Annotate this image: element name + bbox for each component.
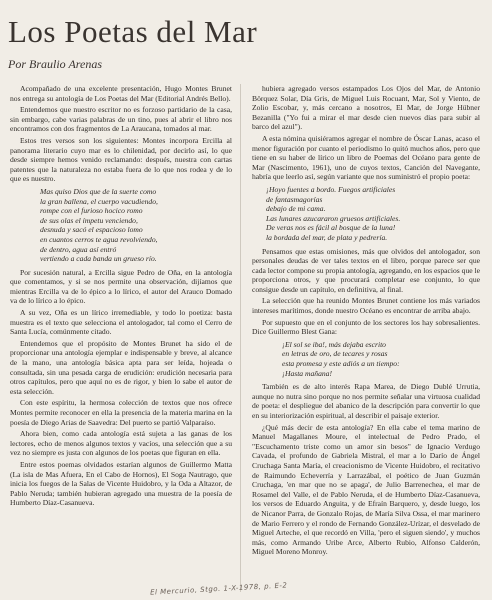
verse-line: la gran ballena, el cuerpo vacudiendo,: [40, 196, 158, 206]
verse-line: esta promesa y este adiós a un tiempo:: [282, 359, 400, 369]
verse-line: ¡Hasta mañana!: [282, 368, 332, 378]
verse-line: de dentro, agua así entró: [40, 244, 117, 254]
verse-line: vertiendo a cada banda un grueso río.: [40, 254, 157, 264]
handwritten-source-note: El Mercurio, Stgo. 1-X-1978, p. E-2: [149, 581, 288, 597]
paragraph: Entendemos que nuestro escritor no es forzoso partidario de la casa, sin embargo, cabe varias palabras de un tino, pues al abrir el libro nos encontramos con dos fragmentos de La Araucana, tomados al mar.: [10, 105, 232, 134]
paragraph: A su vez, Oña es un lírico irremediable, y todo lo poetiza: basta muestra es el texto que selecciona el antologador, tal como el Cerro de Santa Lucía, comúnmente citado.: [10, 308, 232, 337]
verse-line: de sus olas el ímpetu venciendo,: [40, 215, 138, 225]
paragraph: Acompañado de una excelente presentación, Hugo Montes Brunet nos entrega su antología de Los Poetas del Mar (Editorial Andrés Bello).: [10, 84, 232, 103]
verse-line: ¡Hoyo fuentes a bordo. Fuegos artificiales: [266, 184, 396, 194]
paragraph: Entre estos poemas olvidados estarían algunos de Guillermo Matta (La isla de Mas Afuera, En el Cabo de Hornos), El Soga Nautrago, que inicia los fuegos de la Salas de Vicente Huidobro, y la Oda a Altazor, de Pablo Neruda; también hubieran agregado una muestra de la poesía de Humberto Díaz-Casanueva.: [10, 459, 232, 508]
paragraph: Con este espíritu, la hermosa colección de textos que nos ofrece Montes permite reconocer en ella la presencia de la materia marina en la poesía de Diego Arias de Saavedra: Del puerto se partió Valparaíso.: [10, 398, 232, 427]
verse-line: en letras de oro, de tecares y rosas: [282, 349, 388, 359]
paragraph: A esta nómina quisiéramos agregar el nombre de Óscar Lanas, acaso el menor figuración por cuanto el periodismo lo quitó muchos años, pero que tiene en su haber de lírico un libro de Poemas del Océano para gente de Mar (Nascimento, 1961), uno de cuyos textos, Canción del Navegante, habría que leerlo así, según variante que nos suministró el propio poeta:: [252, 133, 480, 182]
paragraph: También es de alto interés Rapa Marea, de Diego Dublé Urrutia, aunque no nutra sino porque no nos permite señalar una virtuosa cualidad de poeta: el despliegue del abanico de la descripción para convertir lo que en su interiorización espiritual, al describir el paisaje exterior.: [252, 382, 480, 420]
verse-line: la bordada del mar, de plata y pedrería.: [266, 232, 388, 242]
verse-quote: [266, 185, 480, 243]
verse-line: debajo de mi cama.: [266, 204, 326, 214]
paragraph: hubiera agregado versos estampados Los Ojos del Mar, de Antonio Börquez Solar, Día Gris, de Miguel Luis Rocuant, Mar, Sol y Viento, de Zolio Escobar, y, más cercano a nosotros, El Mar, de Jorge Hübner Bezanilla ("Yo fui a mirar el mar desde cien nuevos dias para subir al barco del azul").: [252, 84, 480, 132]
verse-line: Las lunares azucararon gruesos artificiales.: [266, 213, 401, 223]
article-byline: Por Braulio Arenas: [8, 57, 103, 71]
paragraph: Ahora bien, como cada antología está sujeta a las ganas de los lectores, echo de menos algunos textos y vacíos, una selección que a su vez no siempre es justa con algunos de los poetas que figuran en ella.: [10, 429, 232, 458]
column-divider: [240, 84, 241, 592]
paragraph: ¿Qué más decir de esta antología? En ella cabe el tema marino de Manuel Magallanes Moure, el intelectual de Pedro Prado, el "Escuchamento triste como un amor sin besos" de Ignacio Verdugo Cavada, el profundo de Gabriela Mistral, el mar a lo Darío de Ángel Cruchaga Santa María, el creacionismo de Vicente Huidobro, el recitativo de Raimundo Echeverría y Larrazábal, el poético de Juan Guzmán Cruchaga, 'en mar que no se apaga', de Julio Barrenechea, el mar de Rosamel del Valle, el de Pablo Neruda, el de Humberto Díaz-Casanueva, los versos de Eduardo Anguita, y de Efraín Barquero, y, desde luego, los de Nicanor Parra, de Gonzalo Rojas, de María Silva Ossa, el mar marinero de Mario Ferrero y el rondo de Fernando González-Urízar, el desvelado de Miguel Arteche, el que recordó en Villa, 'pero el siguen siendo', y muchos más, como Armando Uribe Arce, Alberto Rubio, Alfonso Calderón, Miguel Moreno Monroy.: [252, 422, 480, 557]
paragraph: Por sucesión natural, a Ercilla sigue Pedro de Oña, en la antología que comentamos, y si se nos permite una observación, dijíamos que mientras Ercilla va de lo épico a lo lírico, el autor del Arauco Domado va de lo lírico a lo épico.: [10, 267, 232, 306]
verse-line: de fantasmagorías: [266, 194, 323, 204]
right-column: [252, 84, 480, 592]
paragraph: Estos tres versos son los siguientes: Montes incorpora Ercilla al panorama literario cuyo mar es lo chilenidad, por decirlo así, lo que desde siempre hemos venido reclamando: después, nuestra con cartas patentes que la naturaleza no estaba fuera de lo que nos rodea y de lo que es nuestro.: [10, 135, 232, 184]
verse-line: ¡El sol se iba!, más dejaba escrito: [282, 339, 386, 349]
verse-line: De veras nos es fácil al bosque de la luna!: [266, 223, 396, 233]
left-column: [10, 84, 232, 596]
paragraph: Por supuesto que en el conjunto de los sectores los hay sobresalientes. Dice Guillermo Blest Gana:: [252, 317, 480, 337]
verse-line: rompe con el furioso hocico romo: [40, 206, 143, 216]
paragraph: Entendemos que el propósito de Montes Brunet ha sido el de proporcionar una antología ejemplar e indispensable y breve, al alcance de la mano, una antología básica apta para ser leída, hojeada o consultada, sin una pesada carga de erudición: erudición necesaria para otros capítulos, pero que aquí no es de rigor, y bien lo sabe el autor de esta selección.: [10, 338, 232, 396]
paragraph: Pensamos que estas omisiones, más que olvidos del antologador, son personales deudas de ver tales textos en el libro, porque parece ser que cada lector compone su propia antología, agregando, en los espacios que le proporciona otros, y que procurará completar ese conjunto, lo que consigue desde un capítulo, en definitiva, al final.: [252, 246, 480, 294]
verse-line: desnuda y sacó el espacioso lomo: [40, 225, 143, 235]
paragraph: La selección que ha reunido Montes Brunet contiene los más variados intereses marítimos, donde nuestro Océano es encontrar de arriba abajo.: [252, 296, 480, 316]
article-title: Los Poetas del Mar: [8, 14, 258, 49]
verse-quote: [282, 340, 480, 378]
verse-line: Mas quiso Dios que de la suerte como: [40, 186, 157, 196]
verse-line: en cuantos cerros te agua revolviendo,: [40, 234, 158, 244]
verse-quote: [40, 187, 232, 264]
